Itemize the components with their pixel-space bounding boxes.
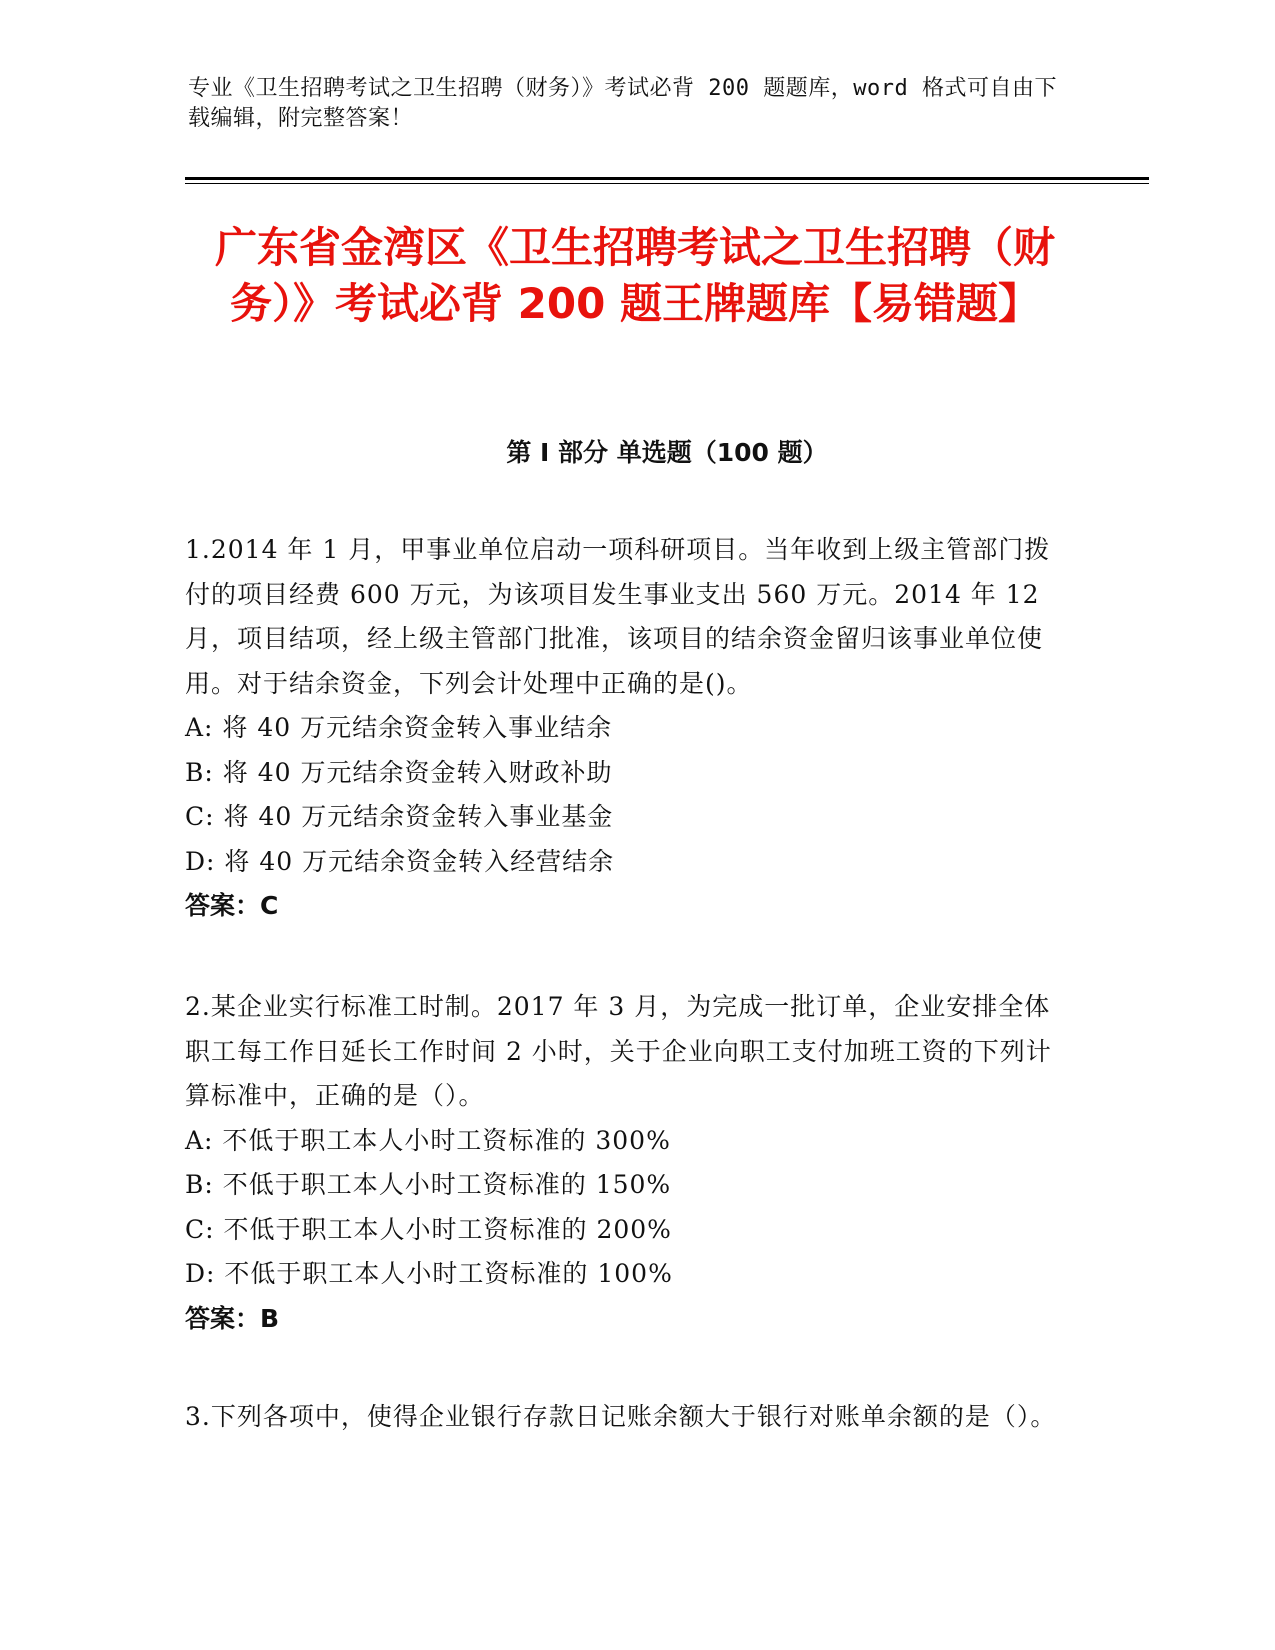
option-d: D: 不低于职工本人小时工资标准的 100% <box>185 1259 673 1288</box>
question-1 <box>185 528 1075 929</box>
option-a: A: 不低于职工本人小时工资标准的 300% <box>185 1125 671 1155</box>
answer-label: 答案： <box>185 891 261 920</box>
question-3 <box>185 1395 1075 1440</box>
answer-value: C <box>260 891 279 920</box>
header-rule-thin <box>185 183 1149 184</box>
question-2 <box>185 985 1075 1341</box>
question-stem: 2.某企业实行标准工时制。2017 年 3 月，为完成一批订单，企业安排全体职工每工作日延长工作时间 2 小时，关于企业向职工支付加班工资的下列计算标准中，正确的是（）。 <box>185 992 1052 1110</box>
header-note: 专业《卫生招聘考试之卫生招聘（财务）》考试必背 200 题题库，word 格式可自由下载编辑，附完整答案！ <box>188 76 1057 131</box>
answer-line <box>185 884 1075 929</box>
section-heading: 第 I 部分 单选题（100 题） <box>506 438 828 467</box>
answer-value: B <box>260 1303 280 1333</box>
option-b: B: 将 40 万元结余资金转入财政补助 <box>185 757 613 787</box>
option-d: D: 将 40 万元结余资金转入经营结余 <box>185 846 615 876</box>
option-c: C: 不低于职工本人小时工资标准的 200% <box>185 1214 672 1244</box>
question-stem: 3.下列各项中，使得企业银行存款日记账余额大于银行对账单余额的是（）。 <box>185 1402 1057 1431</box>
answer-line <box>185 1297 1075 1342</box>
option-b: B: 不低于职工本人小时工资标准的 150% <box>185 1170 672 1199</box>
answer-label: 答案： <box>185 1303 261 1333</box>
document-title: 广东省金湾区《卫生招聘考试之卫生招聘（财务）》考试必背 200 题王牌题库【易错题】 <box>214 223 1055 328</box>
header-rule-thick <box>185 177 1149 180</box>
option-c: C: 将 40 万元结余资金转入事业基金 <box>185 802 614 831</box>
question-stem: 1.2014 年 1 月，甲事业单位启动一项科研项目。当年收到上级主管部门拨付的项目经费 600 万元，为该项目发生事业支出 560 万元。2014 年 12 月，项目结项，经上级主管部门批准，该项目的结余资金留归该事业单位使用。对于结余资金，下列会计处理中正确的是()。 <box>185 535 1051 698</box>
option-a: A: 将 40 万元结余资金转入事业结余 <box>185 713 613 742</box>
